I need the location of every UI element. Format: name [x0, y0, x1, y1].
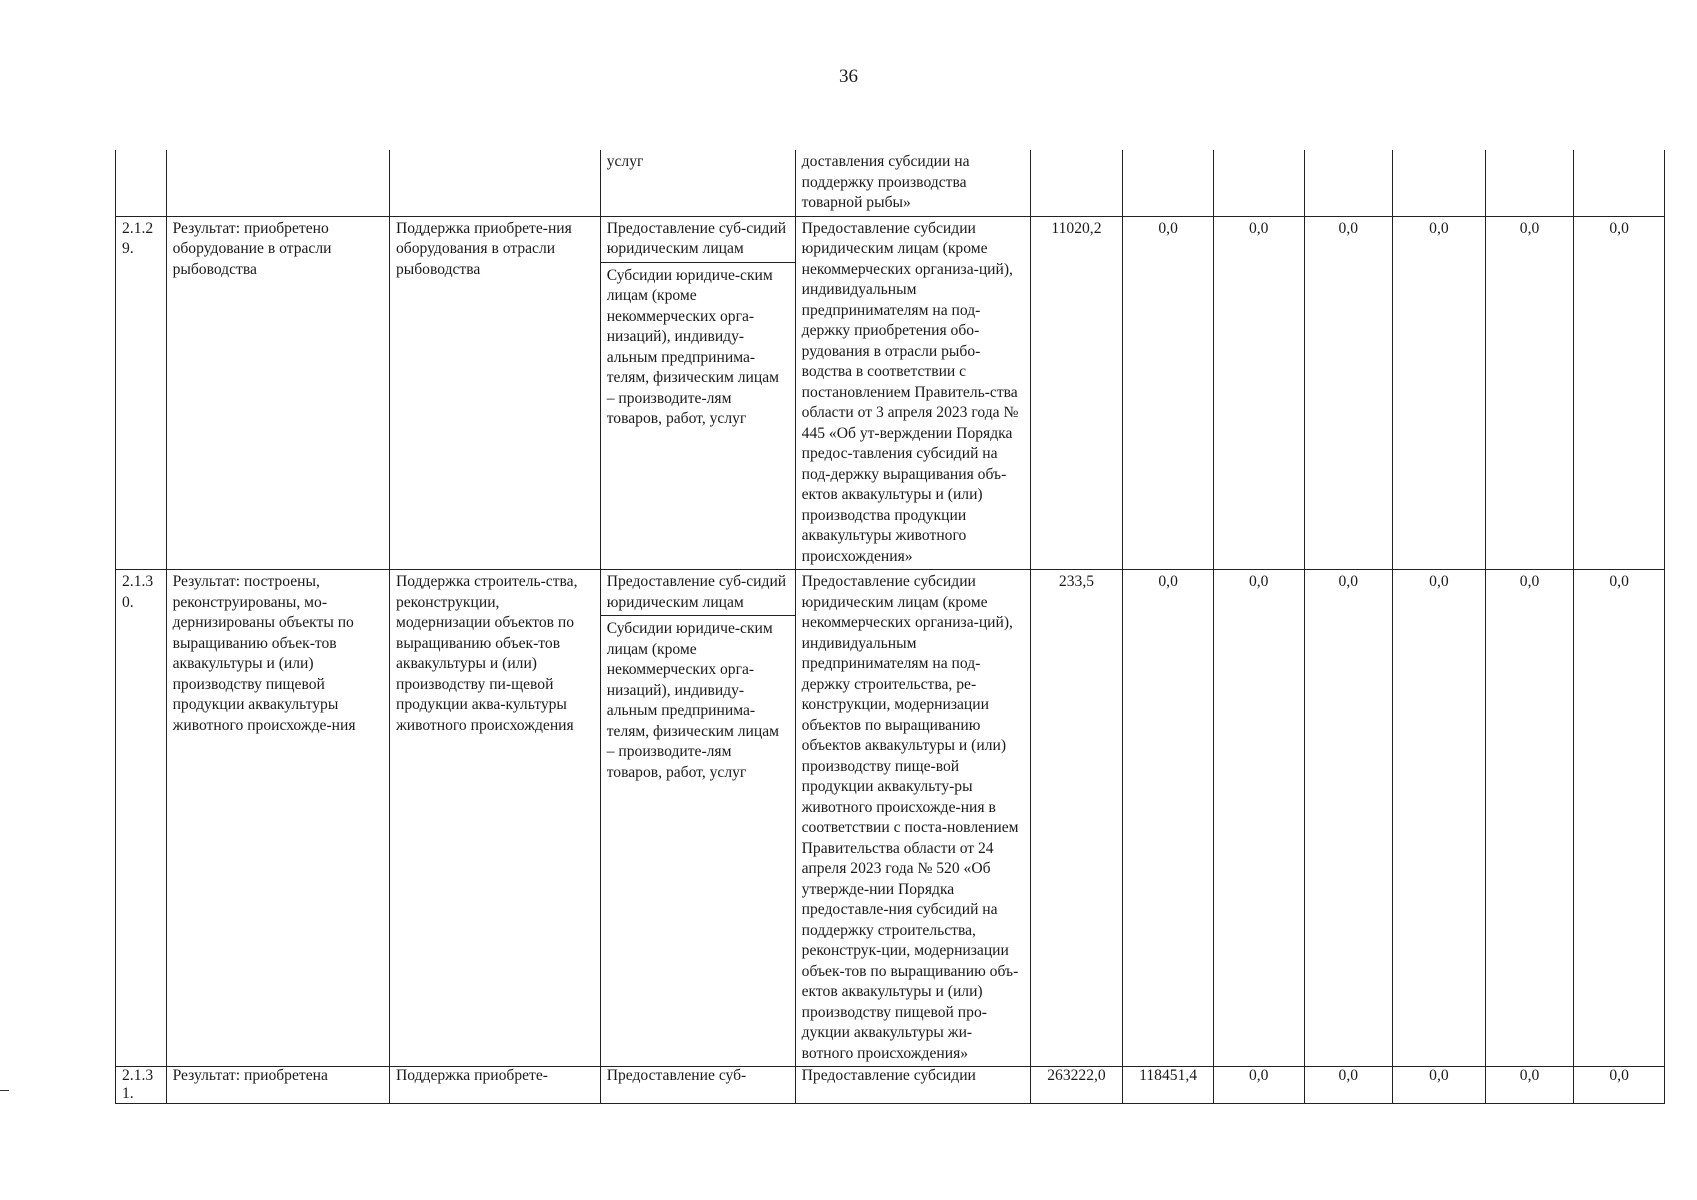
cell-value [1393, 150, 1486, 216]
cell-result: Результат: приобретена [166, 1067, 389, 1104]
cell-code [116, 150, 167, 216]
cell-value: 11020,2 [1030, 216, 1123, 570]
cell-result [166, 150, 389, 216]
cell-value: 0,0 [1304, 216, 1393, 570]
cell-value: 263222,0 [1030, 1067, 1123, 1104]
budget-table [115, 150, 1665, 1104]
cell-event: Поддержка приобрете-ния оборудования в отрасли рыбоводства [389, 216, 600, 570]
cell-result: Результат: приобретено оборудование в отрасли рыбоводства [166, 216, 389, 570]
cell-value: 118451,4 [1123, 1067, 1214, 1104]
cell-value: 0,0 [1393, 216, 1486, 570]
cell-mechanism: услуг [600, 150, 795, 216]
row-code: 2.1.29. [116, 216, 167, 570]
cell-value: 0,0 [1485, 216, 1574, 570]
cell-mechanism [600, 570, 795, 1067]
cell-value: 0,0 [1393, 570, 1486, 1067]
cell-value: 0,0 [1213, 570, 1304, 1067]
cell-value: 0,0 [1213, 1067, 1304, 1104]
mechanism-bottom: Субсидии юридиче-ским лицам (кроме некоммерческих орга-низаций), индивиду-альным предпринима-телям, физическим лицам – производите-лям товаров, работ, услуг [606, 620, 780, 781]
cell-value [1123, 150, 1214, 216]
mechanism-bottom: Субсидии юридиче-ским лицам (кроме некоммерческих орга-низаций), индивиду-альным предпринима-телям, физическим лицам – производите-лям товаров, работ, услуг [606, 266, 780, 427]
cell-value [1213, 150, 1304, 216]
cell-value: 0,0 [1304, 1067, 1393, 1104]
cell-basis: Предоставление субсидии [795, 1067, 1030, 1104]
cell-mechanism [600, 216, 795, 570]
cell-basis: Предоставление субсидии юридическим лицам (кроме некоммерческих организа-ций), индивидуальным предпринимателям на под-держку приобретения обо-рудования в отрасли рыбо-водства в соответствии с постановлением Правитель-ства области от 3 апреля 2023 года № 445 «Об ут-верждении Порядка предос-тавления субсидий на под-держку выращивания объ-ектов аквакультуры и (или) производства продукции аквакультуры животного происхождения» [795, 216, 1030, 570]
cell-value [1030, 150, 1123, 216]
table-row [116, 1067, 1665, 1104]
cell-value: 0,0 [1123, 570, 1214, 1067]
page-number: 36 [839, 66, 858, 87]
cell-value [1485, 150, 1574, 216]
cell-basis: доставления субсидии на поддержку производства товарной рыбы» [795, 150, 1030, 216]
cell-value: 233,5 [1030, 570, 1123, 1067]
cell-value: 0,0 [1574, 570, 1665, 1067]
cell-value [1574, 150, 1665, 216]
cell-event: Поддержка строитель-ства, реконструкции, модернизации объектов по выращиванию объек-тов аквакультуры и (или) производству пи-щевой продукции аква-культуры животного происхождения [389, 570, 600, 1067]
table-row-continuation [116, 150, 1665, 216]
table-row [116, 216, 1665, 570]
cell-result: Результат: построены, реконструированы, мо-дернизированы объекты по выращиванию объек-тов аквакультуры и (или) производству пищевой продукции аквакультуры животного происхожде-ния [166, 570, 389, 1067]
cell-value: 0,0 [1485, 1067, 1574, 1104]
cell-basis: Предоставление субсидии юридическим лицам (кроме некоммерческих организа-ций), индивидуальным предпринимателям на под-держку строительства, ре-конструкции, модернизации объектов по выращиванию объектов аквакультуры и (или) производству пище-вой продукции аквакульту-ры животного происхожде-ния в соответствии с поста-новлением Правительства области от 24 апреля 2023 года № 520 «Об утвержде-нии Порядка предоставле-ния субсидий на поддержку строительства, реконструк-ции, модернизации объек-тов по выращиванию объ-ектов аквакультуры и (или) производству пищевой про-дукции аквакультуры жи-вотного происхождения» [795, 570, 1030, 1067]
cell-value: 0,0 [1213, 216, 1304, 570]
table-row [116, 570, 1665, 1067]
cell-mechanism: Предоставление суб- [600, 1067, 795, 1104]
cell-event [389, 150, 600, 216]
row-code: 2.1.30. [116, 570, 167, 1067]
cell-value: 0,0 [1485, 570, 1574, 1067]
cell-value: 0,0 [1123, 216, 1214, 570]
cell-value [1304, 150, 1393, 216]
row-code: 2.1.31. [116, 1067, 167, 1104]
mechanism-top: Предоставление суб-сидий юридическим лицам [601, 572, 795, 616]
mechanism-top: Предоставление суб-сидий юридическим лицам [601, 219, 795, 263]
cell-value: 0,0 [1574, 216, 1665, 570]
margin-mark [0, 1090, 9, 1091]
cell-value: 0,0 [1574, 1067, 1665, 1104]
cell-value: 0,0 [1304, 570, 1393, 1067]
cell-value: 0,0 [1393, 1067, 1486, 1104]
cell-event: Поддержка приобрете- [389, 1067, 600, 1104]
